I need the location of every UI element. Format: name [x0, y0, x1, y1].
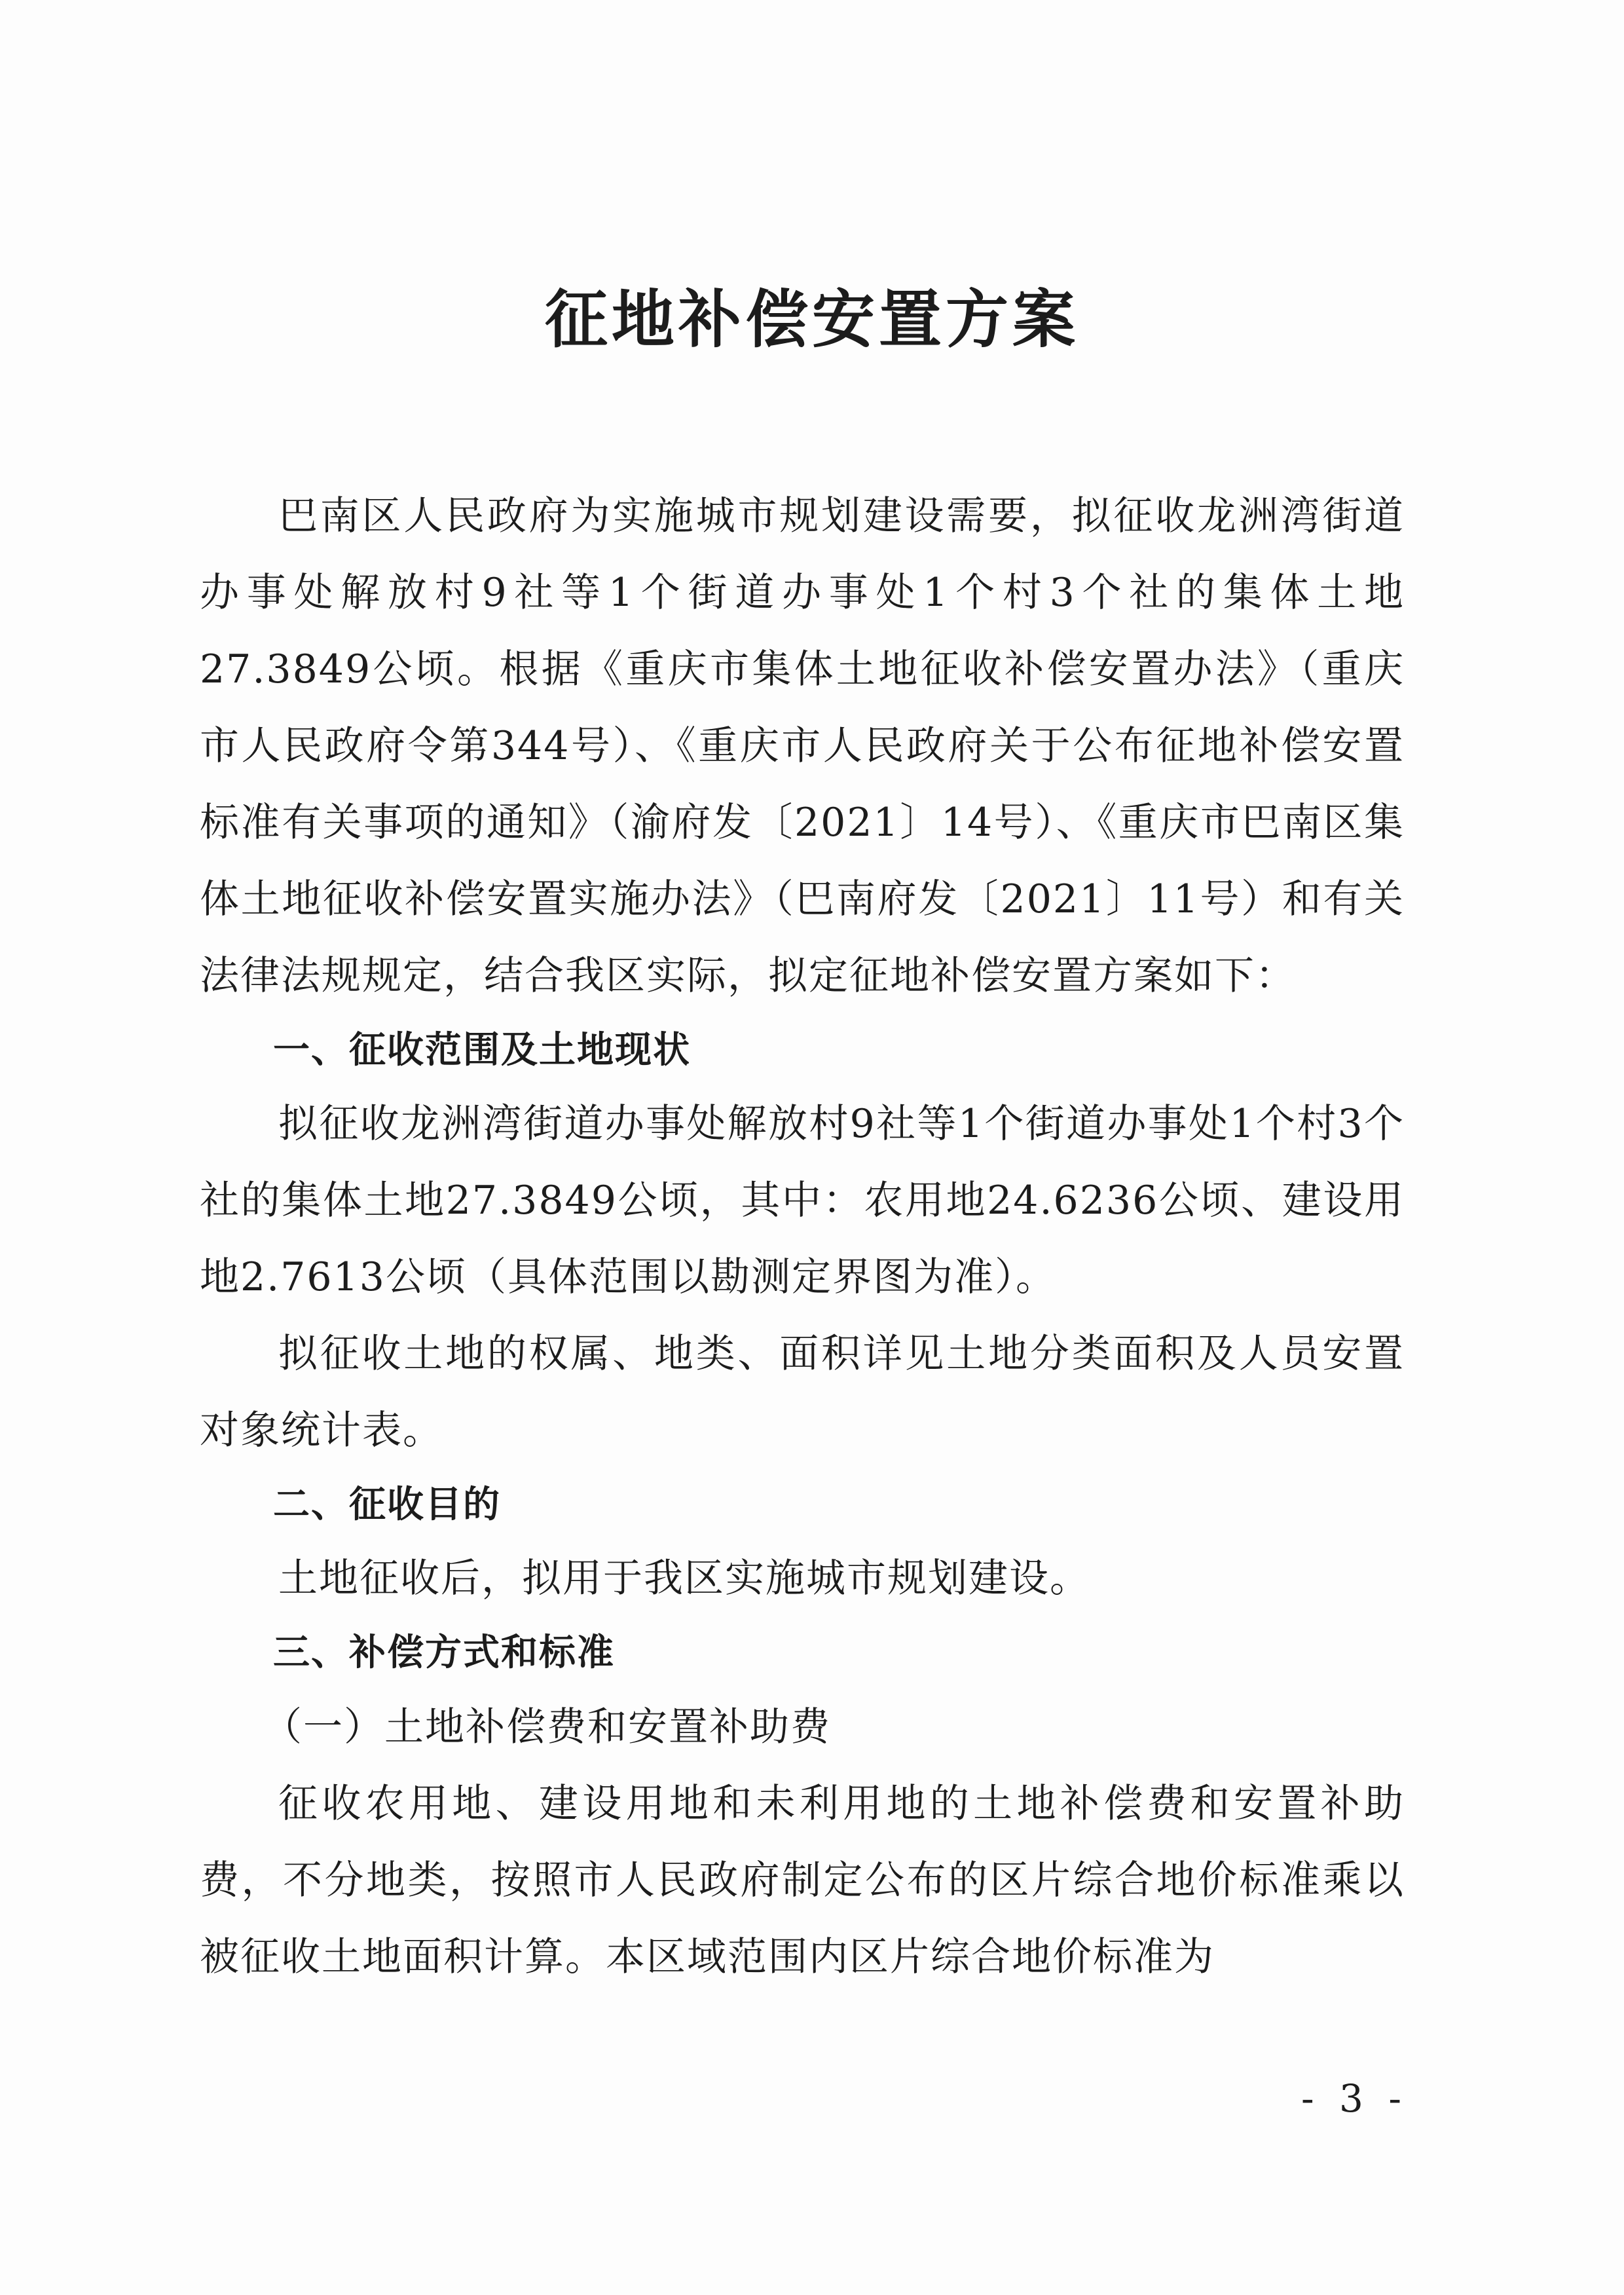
body-paragraph-scope: 拟征收龙洲湾街道办事处解放村9社等1个街道办事处1个村3个社的集体土地27.3849公顷，其中：农用地24.6236公顷、建设用地2.7613公顷（具体范围以勘测定界图为准）。 — [200, 1101, 1405, 1301]
section-heading-1: 一、征收范围及土地现状 — [273, 1029, 691, 1072]
subsection-heading-1: （一）土地补偿费和安置补助费 — [263, 1704, 831, 1750]
body-paragraph-purpose: 土地征收后，拟用于我区实施城市规划建设。 — [278, 1556, 1090, 1602]
section-heading-2: 二、征收目的 — [273, 1483, 501, 1527]
section-heading-3: 三、补偿方式和标准 — [273, 1632, 615, 1675]
body-paragraph-intro: 巴南区人民政府为实施城市规划建设需要，拟征收龙洲湾街道办事处解放村9社等1个街道办事处1个村3个社的集体土地27.3849公顷。根据《重庆市集体土地征收补偿安置办法》（重庆市人民政府令第344号）、《重庆市人民政府关于公布征地补偿安置标准有关事项的通知》（渝府发〔2021〕14号）、《重庆市巴南区集体土地征收补偿安置实施办法》（巴南府发〔2021〕11号）和有关法律法规规定，结合我区实际，拟定征地补偿安置方案如下： — [200, 493, 1405, 999]
page-number: - 3 - — [1301, 2076, 1408, 2121]
document-body — [200, 478, 1405, 1996]
body-paragraph-details: 拟征收土地的权属、地类、面积详见土地分类面积及人员安置对象统计表。 — [200, 1331, 1405, 1454]
body-paragraph-compensation: 征收农用地、建设用地和未利用地的土地补偿费和安置补助费，不分地类，按照市人民政府制定公布的区片综合地价标准乘以被征收土地面积计算。本区域范围内区片综合地价标准为 — [200, 1780, 1405, 1980]
document-title: 征地补偿安置方案 — [545, 282, 1079, 356]
